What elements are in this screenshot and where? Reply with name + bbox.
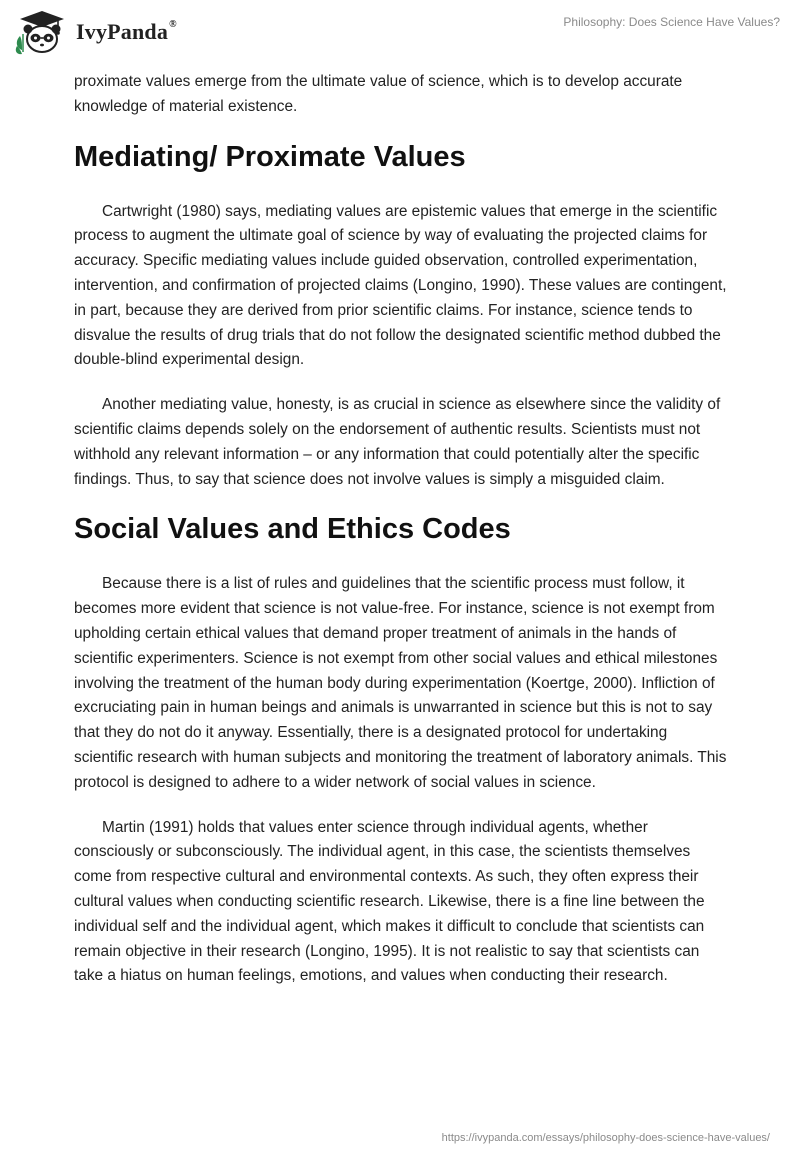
article-body [74, 70, 730, 1009]
section-heading-social-values: Social Values and Ethics Codes [74, 513, 511, 546]
panda-graduate-icon [14, 8, 70, 56]
document-title: Philosophy: Does Science Have Values? [563, 15, 780, 29]
source-url[interactable]: https://ivypanda.com/essays/philosophy-does-science-have-values/ [441, 1132, 770, 1144]
page-header [0, 0, 800, 62]
paragraph-martin: Martin (1991) holds that values enter science through individual agents, whether consciously or subconsciously. The individual agent, in this case, the scientists themselves come from respective cultural and environmental contexts. As such, they often express their cultural values when conducting scientific research. Likewise, there is a fine line between the individual self and the individual agent, which makes it difficult to conclude that scientists can remain objective in their research (Longino, 1995). It is not realistic to say that scientists can take a hiatus on human feelings, emotions, and values when conducting their research. [74, 818, 705, 985]
paragraph-cartwright: Cartwright (1980) says, mediating values are epistemic values that emerge in the scientific process to augment the ultimate goal of science by way of evaluating the projected claims for accuracy. Specific mediating values include guided observation, controlled experimentation, intervention, and confirmation of projected claims (Longino, 1990). These values are contingent, in part, because they are derived from prior scientific claims. For instance, science tends to disvalue the results of drug trials that do not follow the designated scientific method dubbed the double-blind experimental design. [74, 202, 727, 369]
brand-logo[interactable] [14, 8, 177, 56]
paragraph-honesty: Another mediating value, honesty, is as crucial in science as elsewhere since the validity of scientific claims depends solely on the endorsement of authentic results. Scientists must not withhold any relevant information – or any information that could potentially alter the specific findings. Thus, to say that science does not involve values is simply a misguided claim. [74, 396, 721, 488]
section-heading-mediating-values: Mediating/ Proximate Values [74, 140, 466, 173]
registered-mark: ® [169, 19, 177, 30]
brand-name: IvyPanda® [76, 19, 177, 44]
paragraph-rules-guidelines: Because there is a list of rules and guidelines that the scientific process must follow, it becomes more evident that science is not value-free. For instance, science is not exempt from upholding certain ethical values that demand proper treatment of animals in the hands of scientific experimenters. Science is not exempt from other social values and ethical milestones involving the treatment of the human body during experimentation (Koertge, 2000). Infliction of excruciating pain in human beings and animals is unwarranted in science but this is not to say that they do not do it anyway. Essentially, there is a designated protocol for undertaking scientific research with human subjects and monitoring the treatment of laboratory animals. This protocol is designed to adhere to a wider network of social values in science. [74, 575, 727, 791]
intro-paragraph-fragment: proximate values emerge from the ultimate value of science, which is to develop accurate knowledge of material existence. [74, 73, 683, 115]
